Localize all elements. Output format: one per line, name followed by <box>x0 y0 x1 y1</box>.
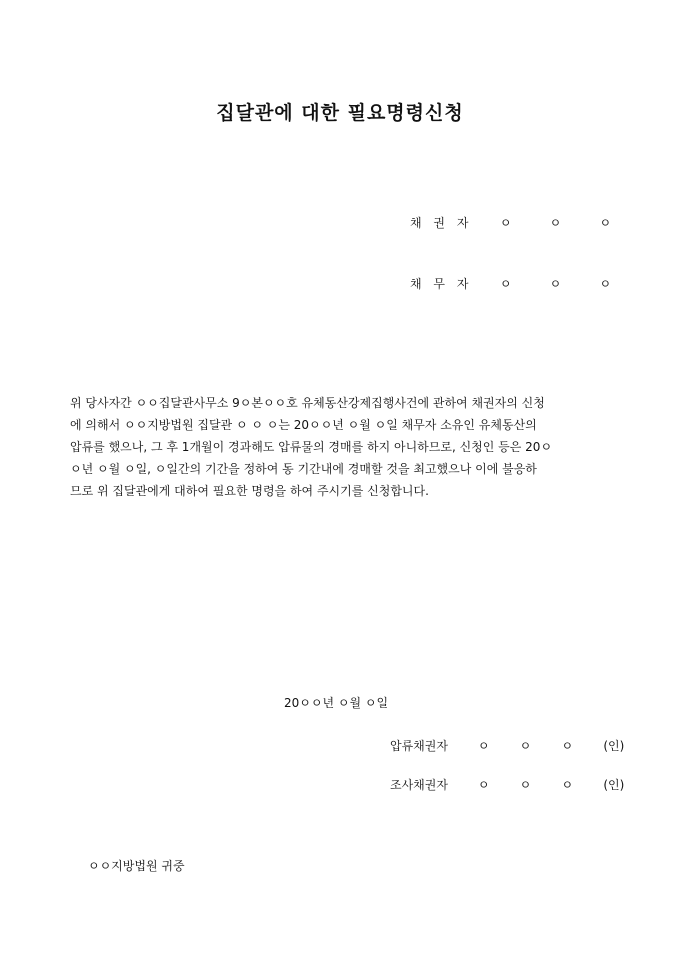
document-title: 집달관에 대한 필요명령신청 <box>216 102 464 124</box>
creditor-mark-3: ㅇ <box>599 216 612 230</box>
signer-1-seal: (인) <box>603 739 625 753</box>
signer-2-mark-2: ㅇ <box>519 778 532 792</box>
debtor-row <box>410 275 645 292</box>
signer-1-mark-2: ㅇ <box>519 739 532 753</box>
signer-1-mark-1: ㅇ <box>477 739 490 753</box>
creditor-row <box>410 214 645 231</box>
body-line-2: 에 의해서 ㅇㅇ지방법원 집달관 ㅇ ㅇ ㅇ는 20ㅇㅇ년 ㅇ월 ㅇ일 채무자 소유인 유체동산의 <box>70 418 537 432</box>
creditor-label: 채 권 자 <box>410 216 473 230</box>
debtor-label: 채 무 자 <box>410 277 473 291</box>
signer-2-mark-3: ㅇ <box>561 778 574 792</box>
body-line-4: ㅇ년 ㅇ월 ㅇ일, ㅇ일간의 기간을 정하여 동 기간내에 경매할 것을 최고했으나 이에 불응하 <box>70 462 537 476</box>
signer-row-2 <box>390 776 624 793</box>
debtor-mark-3: ㅇ <box>599 277 612 291</box>
signer-2-label: 조사채권자 <box>390 778 448 792</box>
court-addressee: ㅇㅇ지방법원 귀중 <box>88 859 185 873</box>
signer-2-mark-1: ㅇ <box>477 778 490 792</box>
creditor-mark-1: ㅇ <box>499 216 512 230</box>
signer-row-1 <box>390 737 624 754</box>
petition-body <box>70 392 612 502</box>
body-line-3: 압류를 했으나, 그 후 1개월이 경과해도 압류물의 경매를 하지 아니하므로, 신청인 등은 20ㅇ <box>70 440 553 454</box>
petition-date: 20ㅇㅇ년 ㅇ월 ㅇ일 <box>284 696 389 710</box>
signer-1-mark-3: ㅇ <box>561 739 574 753</box>
signer-1-label: 압류채권자 <box>390 739 448 753</box>
debtor-mark-2: ㅇ <box>549 277 562 291</box>
signer-2-seal: (인) <box>603 778 625 792</box>
body-line-1: 위 당사자간 ㅇㅇ집달관사무소 9ㅇ본ㅇㅇ호 유체동산강제집행사건에 관하여 채권자의 신청 <box>70 396 545 410</box>
creditor-mark-2: ㅇ <box>549 216 562 230</box>
body-line-5: 므로 위 집달관에게 대하여 필요한 명령을 하여 주시기를 신청합니다. <box>70 484 429 498</box>
debtor-mark-1: ㅇ <box>499 277 512 291</box>
